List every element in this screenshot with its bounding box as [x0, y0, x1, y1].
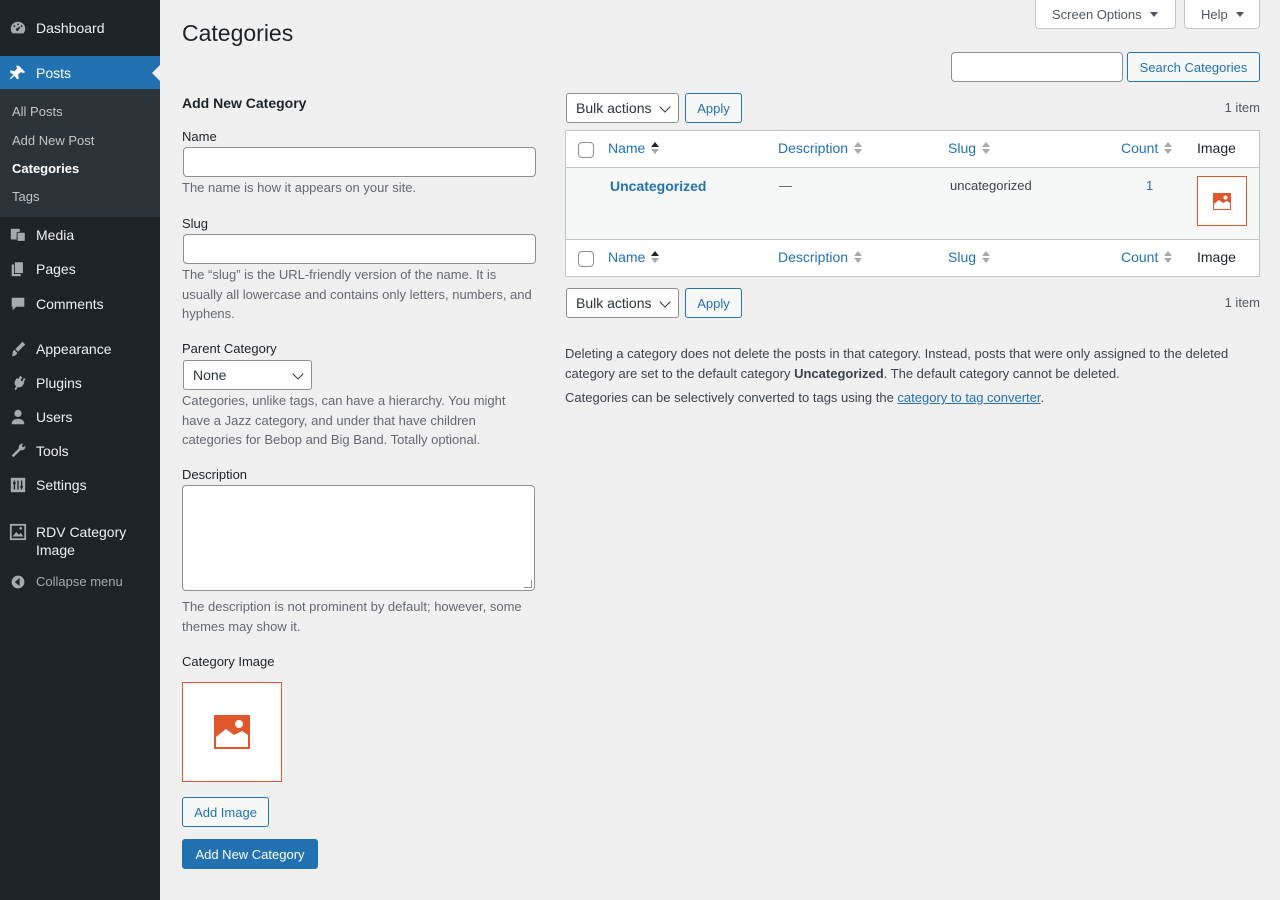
- search-input[interactable]: [951, 52, 1123, 82]
- category-image-label: Category Image: [182, 654, 275, 669]
- wrench-icon: [9, 442, 27, 460]
- dashboard-icon: [9, 19, 27, 37]
- column-footer-image: Image: [1197, 249, 1236, 265]
- column-name-label: Name: [608, 249, 646, 265]
- resize-handle-icon[interactable]: [524, 580, 532, 588]
- menu-pages[interactable]: [0, 260, 160, 278]
- menu-label: Pages: [36, 261, 76, 277]
- menu-users[interactable]: [0, 408, 160, 426]
- brush-icon: [9, 340, 27, 358]
- description-help: The description is not prominent by default; however, some themes may show it.: [182, 599, 522, 634]
- column-footer-count[interactable]: [1121, 249, 1172, 265]
- sort-icon: [1164, 141, 1172, 155]
- image-placeholder-icon: [1213, 193, 1231, 210]
- name-help: The name is how it appears on your site.: [182, 180, 417, 195]
- pages-icon: [9, 260, 27, 278]
- categories-table: [565, 130, 1260, 277]
- help-button[interactable]: [1184, 0, 1260, 29]
- help-label: Help: [1201, 6, 1228, 22]
- name-label: Name: [182, 129, 217, 144]
- bulk-actions-select-top[interactable]: [566, 93, 679, 123]
- converter-note: [565, 388, 1245, 408]
- category-slug: uncategorized: [950, 178, 1032, 193]
- menu-label: Users: [36, 409, 73, 425]
- category-count-link[interactable]: 1: [1146, 178, 1154, 193]
- delete-category-note: [565, 344, 1245, 383]
- slug-help: The “slug” is the URL-friendly version of the name. It is usually all lowercase and contains only letters, numbers, and hyphens.: [182, 267, 532, 321]
- sort-icon: [982, 250, 990, 264]
- sort-icon: [854, 141, 862, 155]
- media-icon: [9, 226, 27, 244]
- menu-label: RDV Category Image: [36, 524, 127, 558]
- chevron-down-icon: [659, 101, 670, 112]
- users-icon: [9, 408, 27, 426]
- chevron-down-icon: [292, 368, 303, 379]
- column-header-count[interactable]: [1121, 140, 1172, 156]
- category-to-tag-converter-link[interactable]: category to tag converter: [897, 390, 1041, 405]
- menu-appearance[interactable]: [0, 340, 160, 358]
- select-all-checkbox[interactable]: [578, 142, 594, 158]
- description-textarea[interactable]: [182, 485, 535, 591]
- column-slug-label: Slug: [948, 249, 977, 265]
- column-name-label: Name: [608, 140, 646, 156]
- collapse-icon: [10, 574, 26, 590]
- active-menu-arrow: [152, 65, 160, 81]
- submenu-categories[interactable]: Categories: [12, 161, 80, 176]
- column-footer-slug[interactable]: [948, 249, 990, 265]
- column-description-label: Description: [778, 140, 849, 156]
- pin-icon: [9, 64, 27, 82]
- note-text: . The default category cannot be deleted.: [883, 365, 1120, 381]
- image-icon: [9, 523, 27, 541]
- category-image-preview: [182, 682, 282, 782]
- plugin-icon: [9, 374, 27, 392]
- column-count-label: Count: [1121, 140, 1159, 156]
- sort-icon: [651, 250, 659, 264]
- parent-category-label: Parent Category: [182, 341, 277, 356]
- slug-label: Slug: [182, 216, 209, 231]
- menu-settings[interactable]: [0, 476, 160, 494]
- admin-sidebar: [0, 0, 160, 900]
- apply-button-bottom[interactable]: Apply: [685, 288, 742, 318]
- menu-label: Tools: [36, 443, 69, 459]
- column-header-slug[interactable]: [948, 140, 990, 156]
- apply-button-top[interactable]: Apply: [685, 93, 742, 123]
- category-image-thumbnail: [1197, 176, 1247, 226]
- comments-icon: [9, 295, 27, 313]
- menu-label: Comments: [36, 296, 104, 312]
- name-input[interactable]: [183, 147, 536, 177]
- note-text: .: [1040, 390, 1045, 405]
- category-description: —: [779, 178, 792, 193]
- sort-icon: [854, 250, 862, 264]
- column-header-image: Image: [1197, 140, 1236, 156]
- caret-down-icon: [1236, 12, 1244, 17]
- menu-label: Plugins: [36, 375, 82, 391]
- note-default-category: Uncategorized: [794, 365, 884, 381]
- column-description-label: Description: [778, 249, 849, 265]
- column-header-name[interactable]: [608, 140, 659, 156]
- column-count-label: Count: [1121, 249, 1159, 265]
- bulk-actions-value: Bulk actions: [576, 295, 652, 311]
- column-slug-label: Slug: [948, 140, 977, 156]
- menu-tools[interactable]: [0, 442, 160, 460]
- screen-options-button[interactable]: [1035, 0, 1176, 29]
- footer-divider: [566, 239, 1259, 240]
- sort-icon: [1164, 250, 1172, 264]
- note-text: Categories can be selectively converted to tags using the: [565, 390, 898, 405]
- menu-label: Dashboard: [36, 20, 105, 36]
- category-name-link[interactable]: Uncategorized: [610, 178, 707, 194]
- menu-label: Settings: [36, 477, 87, 493]
- column-footer-description[interactable]: [778, 249, 862, 265]
- collapse-menu-button[interactable]: [0, 572, 160, 594]
- menu-label: Appearance: [36, 341, 112, 357]
- note-text: Deleting a category does not delete the posts in that category. Instead, posts that were only assigned to the deleted category are set to the default category: [565, 346, 1229, 381]
- menu-label: Media: [36, 227, 75, 243]
- submenu-all-posts[interactable]: All Posts: [12, 104, 63, 119]
- menu-plugins[interactable]: [0, 374, 160, 392]
- parent-category-value: None: [193, 367, 227, 383]
- collapse-label: Collapse menu: [36, 574, 123, 589]
- chevron-down-icon: [659, 296, 670, 307]
- parent-category-help: Categories, unlike tags, can have a hierarchy. You might have a Jazz category, and under that have children categories for Bebop and Big Band. Totally optional.: [182, 393, 506, 447]
- sort-icon: [982, 141, 990, 155]
- page-title: Categories: [182, 20, 294, 46]
- column-header-description[interactable]: [778, 140, 862, 156]
- submenu-add-new-post[interactable]: Add New Post: [12, 133, 95, 148]
- posts-submenu: [0, 89, 160, 217]
- description-label: Description: [182, 467, 248, 482]
- bulk-actions-value: Bulk actions: [576, 100, 652, 116]
- screen-options-label: Screen Options: [1052, 6, 1142, 22]
- select-all-checkbox-footer[interactable]: [578, 251, 594, 267]
- form-heading: Add New Category: [182, 95, 307, 111]
- search-categories-button[interactable]: Search Categories: [1127, 52, 1260, 82]
- caret-down-icon: [1150, 12, 1158, 17]
- menu-rdv-category-image[interactable]: [0, 521, 160, 561]
- sort-icon: [651, 141, 659, 155]
- menu-media[interactable]: [0, 226, 160, 244]
- item-count-top: 1 item: [1224, 100, 1260, 115]
- bulk-actions-select-bottom[interactable]: [566, 288, 679, 318]
- menu-dashboard[interactable]: [0, 17, 160, 39]
- menu-label: Posts: [36, 65, 72, 81]
- menu-posts[interactable]: [0, 56, 160, 90]
- submenu-tags[interactable]: Tags: [12, 189, 40, 204]
- slug-input[interactable]: [183, 234, 536, 264]
- parent-category-select[interactable]: [183, 360, 312, 390]
- image-placeholder-icon: [214, 715, 250, 749]
- column-footer-name[interactable]: [608, 249, 659, 265]
- item-count-bottom: 1 item: [1224, 295, 1260, 310]
- add-new-category-button[interactable]: Add New Category: [182, 839, 318, 869]
- add-image-button[interactable]: Add Image: [182, 797, 269, 827]
- settings-icon: [9, 476, 27, 494]
- menu-comments[interactable]: [0, 295, 160, 313]
